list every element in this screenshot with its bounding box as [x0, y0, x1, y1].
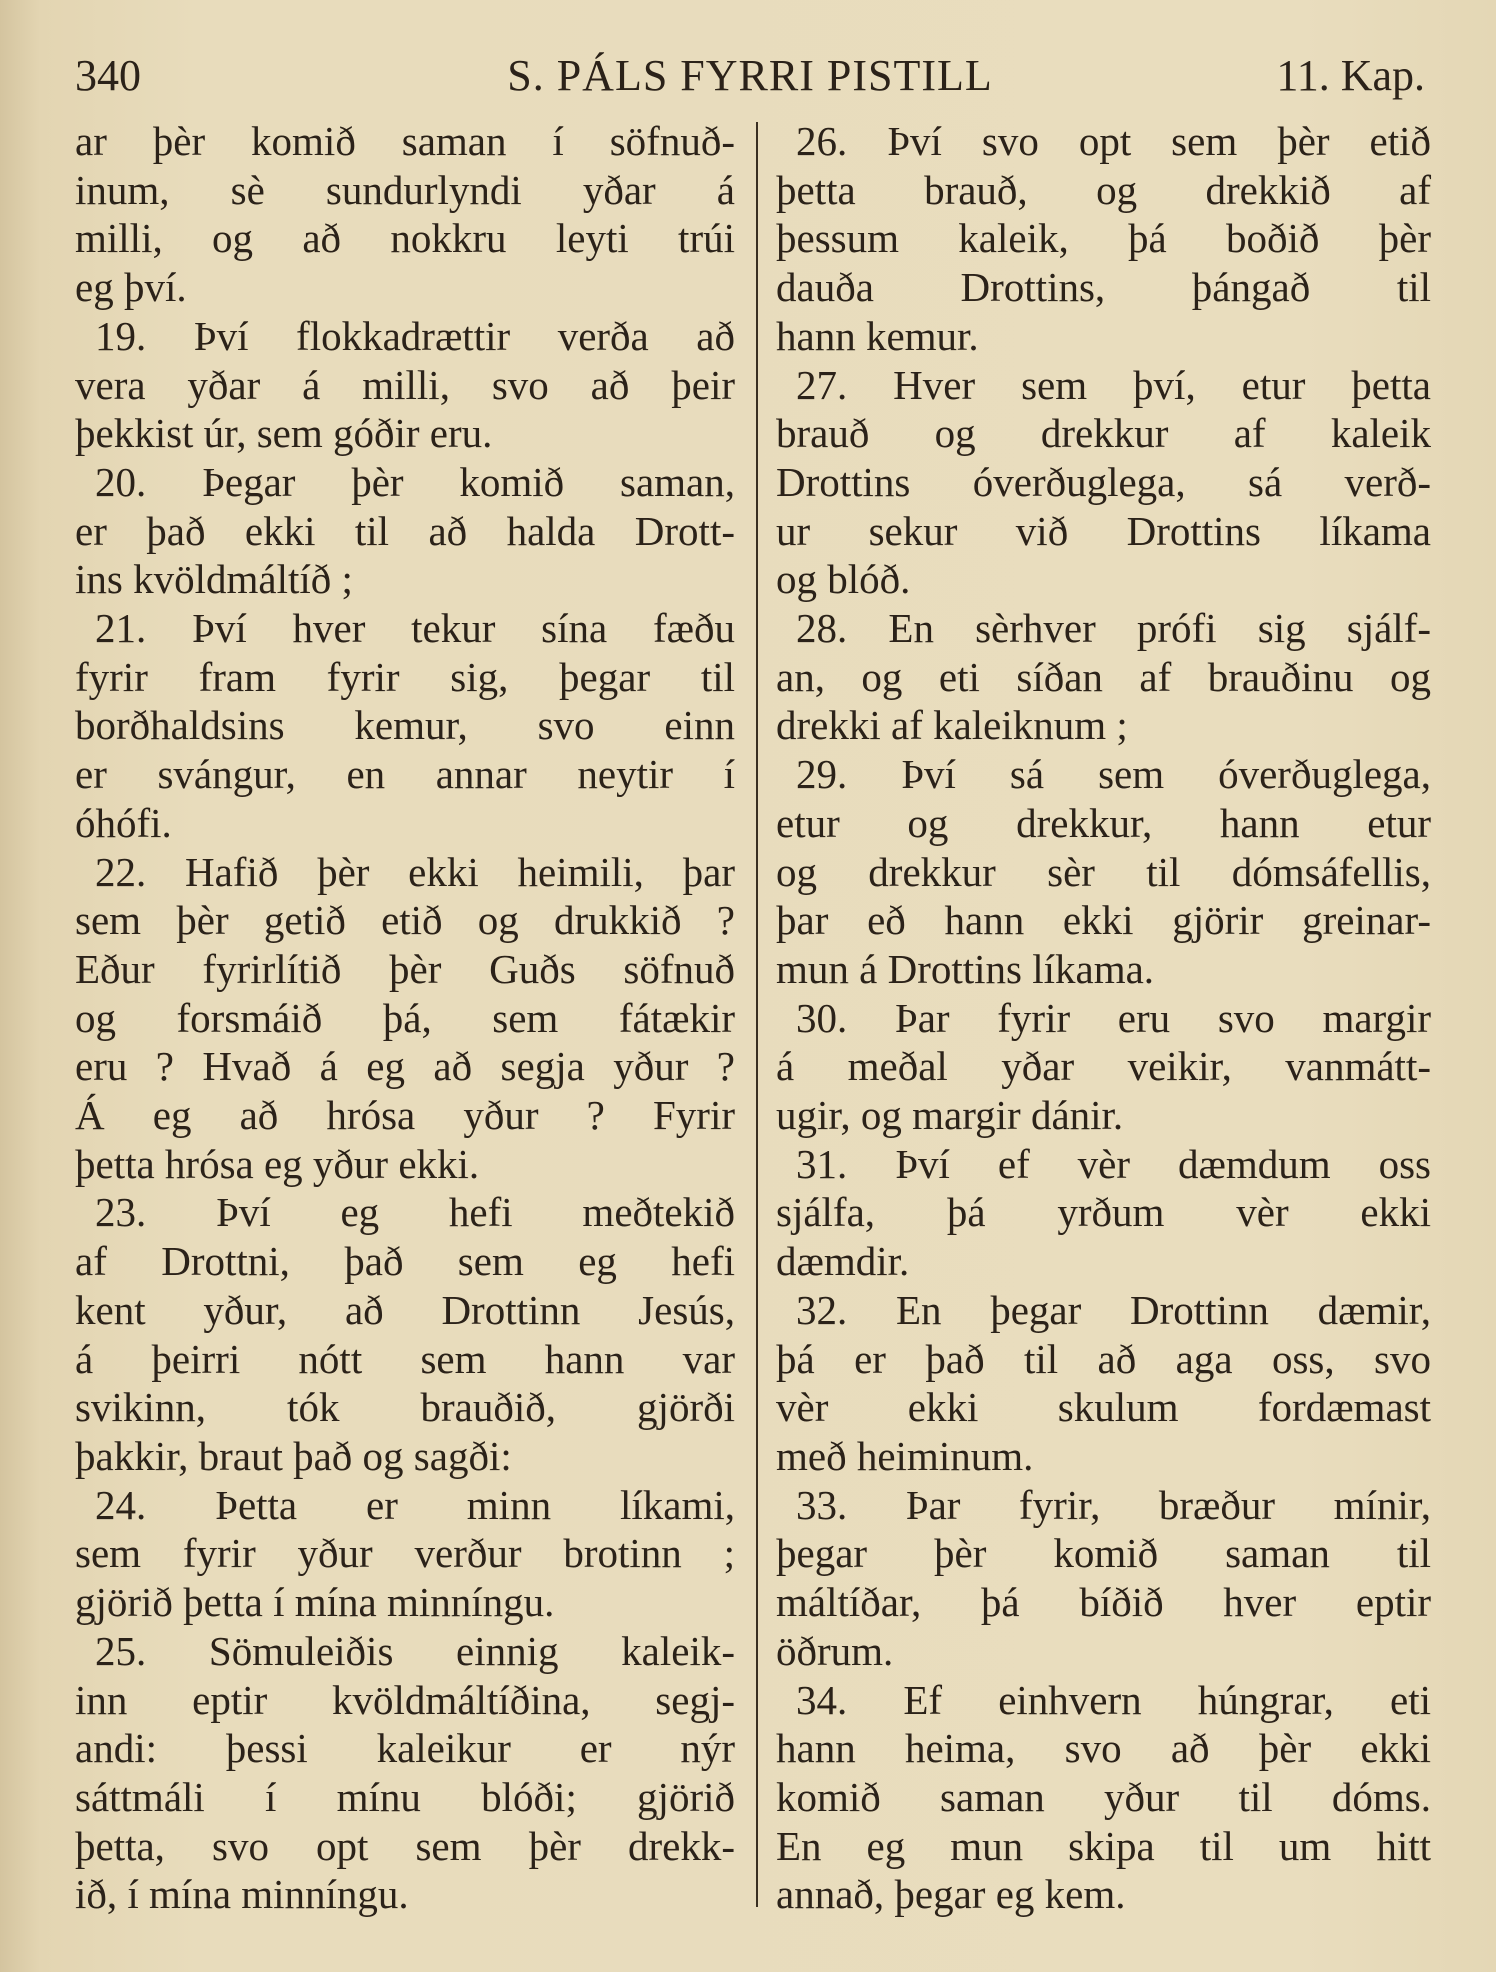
text-line: 24. Þetta er minn líkami, — [95, 1481, 735, 1528]
text-line: komið saman yður til dóms. — [776, 1773, 1431, 1820]
left-text-column — [75, 117, 735, 1919]
text-line: með heiminum. — [776, 1432, 1034, 1479]
text-line: öðrum. — [776, 1627, 894, 1674]
text-line: 25. Sömuleiðis einnig kaleik- — [95, 1627, 735, 1674]
text-line: 32. En þegar Drottinn dæmir, — [796, 1286, 1431, 1333]
text-line: dæmdir. — [776, 1238, 910, 1285]
text-line: fyrir fram fyrir sig, þegar til — [75, 653, 735, 700]
text-line: 31. Því ef vèr dæmdum oss — [796, 1140, 1431, 1187]
text-line: dauða Drottins, þángað til — [776, 264, 1431, 311]
text-line: Eður fyrirlítið þèr Guðs söfnuð — [75, 945, 735, 992]
text-line: 23. Því eg hefi meðtekið — [95, 1189, 735, 1236]
text-line: kent yður, að Drottinn Jesús, — [75, 1286, 735, 1333]
text-line: er það ekki til að halda Drott- — [75, 507, 735, 554]
text-line: ins kvöldmáltíð ; — [75, 556, 353, 603]
text-line: inn eptir kvöldmáltíðina, segj- — [75, 1676, 735, 1723]
text-line: á þeirri nótt sem hann var — [75, 1335, 735, 1382]
text-line: annað, þegar eg kem. — [776, 1871, 1126, 1918]
text-line: En eg mun skipa til um hitt — [776, 1822, 1431, 1869]
text-line: ugir, og margir dánir. — [776, 1092, 1124, 1139]
text-line: brauð og drekkur af kaleik — [776, 410, 1431, 457]
text-line: inum, sè sundurlyndi yðar á — [75, 166, 735, 213]
text-line: er svángur, en annar neytir í — [75, 751, 735, 798]
text-line: 21. Því hver tekur sína fæðu — [95, 605, 735, 652]
text-line: ur sekur við Drottins líkama — [776, 507, 1431, 554]
text-line: milli, og að nokkru leyti trúi — [75, 215, 735, 262]
text-line: sem fyrir yður verður brotinn ; — [75, 1530, 735, 1577]
text-line: máltíðar, þá bíðið hver eptir — [776, 1579, 1431, 1626]
text-line: óhófi. — [75, 799, 172, 846]
text-line: þakkir, braut það og sagði: — [75, 1432, 512, 1479]
text-line: sem þèr getið etið og drukkið ? — [75, 897, 735, 944]
text-line: þekkist úr, sem góðir eru. — [75, 410, 493, 457]
text-line: etur og drekkur, hann etur — [776, 799, 1431, 846]
text-line: Á eg að hrósa yður ? Fyrir — [75, 1092, 735, 1139]
text-line: 29. Því sá sem óverðuglega, — [796, 751, 1431, 798]
page-number: 340 — [75, 51, 141, 100]
text-line: og drekkur sèr til dómsáfellis, — [776, 848, 1431, 895]
text-line: 20. Þegar þèr komið saman, — [95, 458, 735, 505]
text-line: þetta hrósa eg yður ekki. — [75, 1140, 480, 1187]
text-line: 19. Því flokkadrættir verða að — [95, 312, 735, 359]
text-line: þetta, svo opt sem þèr drekk- — [75, 1822, 735, 1869]
text-line: borðhaldsins kemur, svo einn — [75, 702, 735, 749]
text-line: eg því. — [75, 264, 187, 311]
text-line: andi: þessi kaleikur er nýr — [75, 1725, 735, 1772]
text-line: þessum kaleik, þá boðið þèr — [776, 215, 1431, 262]
text-line: gjörið þetta í mína minníngu. — [75, 1579, 555, 1626]
text-line: drekki af kaleiknum ; — [776, 702, 1128, 749]
text-line: an, og eti síðan af brauðinu og — [776, 653, 1431, 700]
text-line: sáttmáli í mínu blóði; gjörið — [75, 1773, 735, 1820]
text-line: 30. Þar fyrir eru svo margir — [796, 994, 1431, 1041]
text-line: 27. Hver sem því, etur þetta — [796, 361, 1431, 408]
text-line: 26. Því svo opt sem þèr etið — [796, 118, 1431, 164]
text-line: hann kemur. — [776, 312, 979, 359]
text-line: 22. Hafið þèr ekki heimili, þar — [95, 848, 735, 895]
text-line: og forsmáið þá, sem fátækir — [75, 994, 735, 1041]
text-line: þá er það til að aga oss, svo — [776, 1335, 1431, 1382]
text-line: hann heima, svo að þèr ekki — [776, 1725, 1431, 1772]
text-line: svikinn, tók brauðið, gjörði — [75, 1384, 735, 1431]
text-line: 28. En sèrhver prófi sig sjálf- — [796, 605, 1431, 652]
text-line: þetta brauð, og drekkið af — [776, 166, 1431, 213]
text-line: 34. Ef einhvern húngrar, eti — [796, 1676, 1431, 1723]
text-line: af Drottni, það sem eg hefi — [75, 1238, 735, 1285]
text-line: og blóð. — [776, 556, 911, 603]
right-text-column — [776, 117, 1431, 1919]
text-line: ið, í mína minníngu. — [75, 1871, 409, 1918]
text-line: þar eð hann ekki gjörir greinar- — [776, 897, 1431, 944]
running-header — [75, 50, 1425, 110]
text-line: Drottins óverðuglega, sá verð- — [776, 458, 1431, 505]
text-line: eru ? Hvað á eg að segja yður ? — [75, 1043, 735, 1090]
text-line: 33. Þar fyrir, bræður mínir, — [796, 1481, 1431, 1528]
text-line: sjálfa, þá yrðum vèr ekki — [776, 1189, 1431, 1236]
running-title: S. PÁLS FYRRI PISTILL — [507, 51, 993, 100]
text-line: ar þèr komið saman í söfnuð- — [75, 118, 735, 164]
text-line: vera yðar á milli, svo að þeir — [75, 361, 735, 408]
column-divider — [756, 122, 758, 1907]
text-line: á meðal yðar veikir, vanmátt- — [776, 1043, 1431, 1090]
chapter-label: 11. Kap. — [1276, 51, 1425, 100]
text-line: mun á Drottins líkama. — [776, 945, 1155, 992]
text-line: þegar þèr komið saman til — [776, 1530, 1431, 1577]
text-line: vèr ekki skulum fordæmast — [776, 1384, 1431, 1431]
